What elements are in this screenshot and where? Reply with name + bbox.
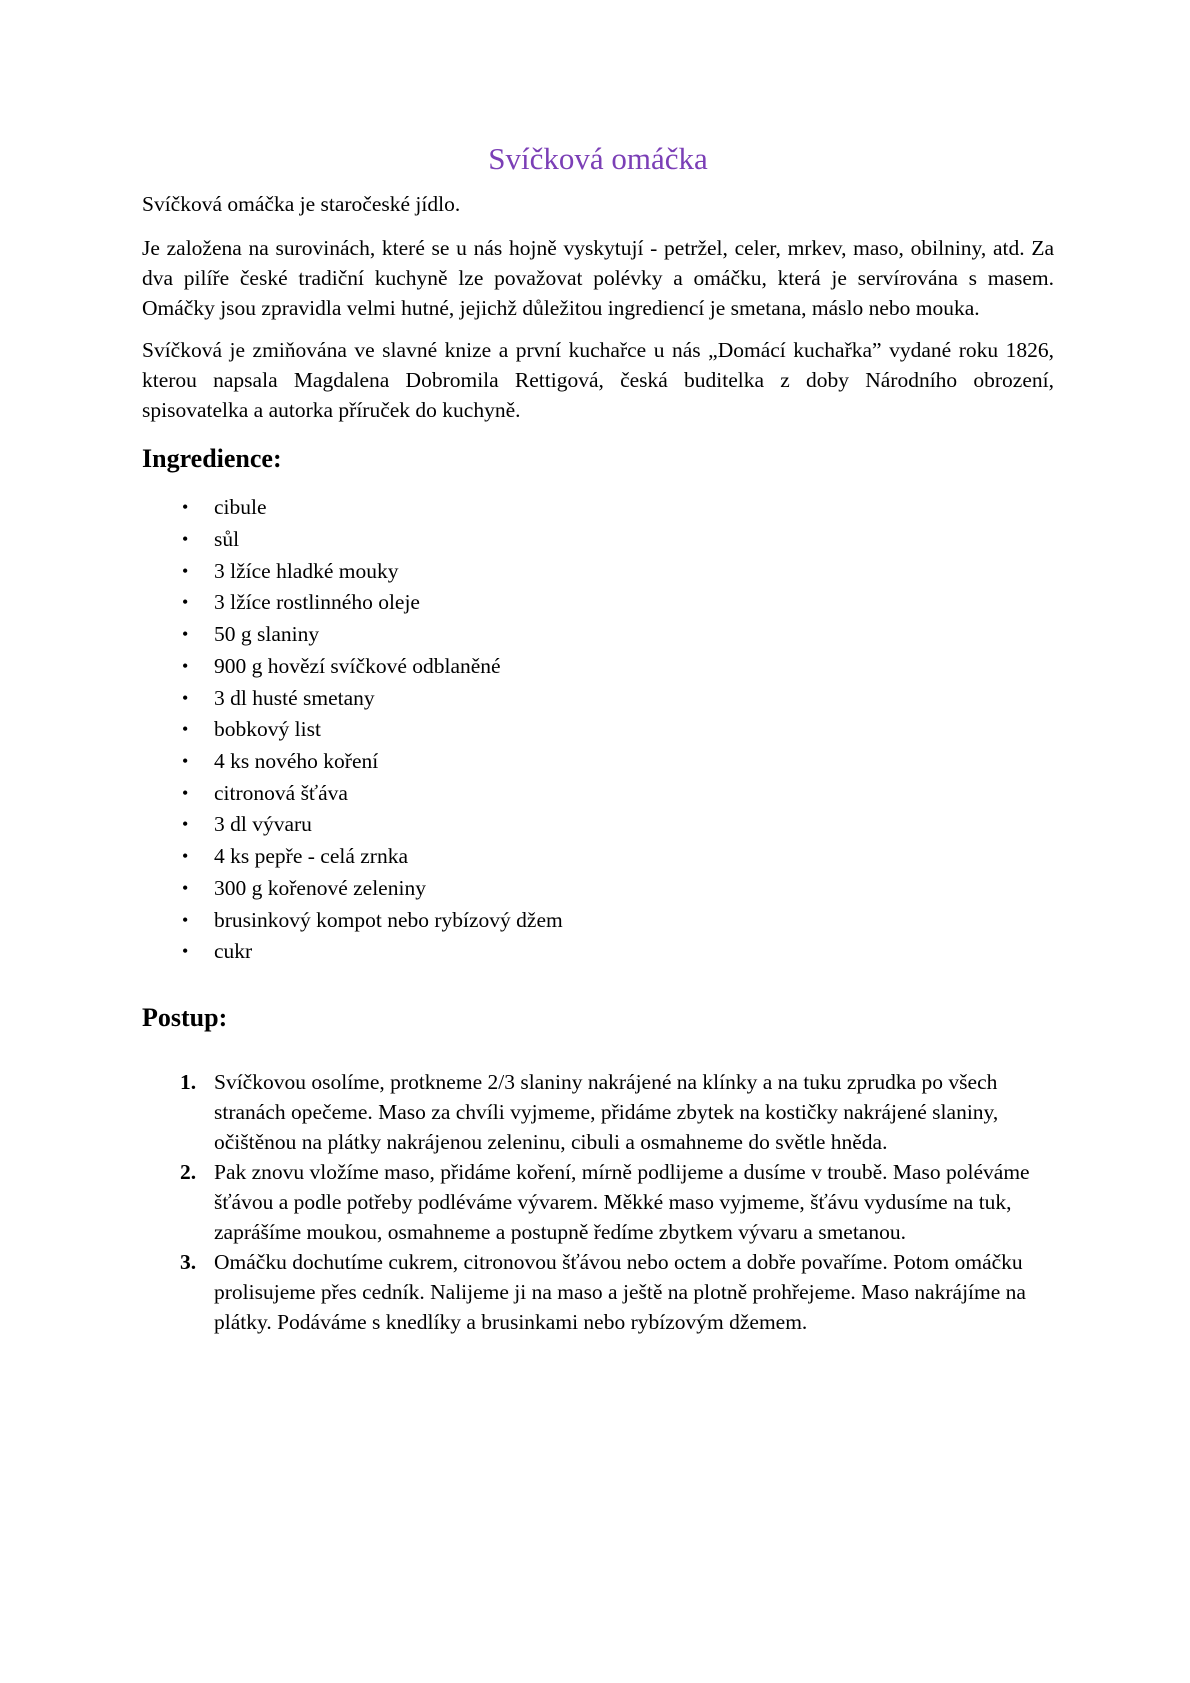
step-text: Omáčku dochutíme cukrem, citronovou šťávou nebo octem a dobře povaříme. Potom omáčku prolisujeme přes cedník. Nalijeme ji na maso a ještě na plotně prohřejeme. Maso nakrájíme na plátky. Podáváme s knedlíky a brusinkami nebo rybízovým džemem. [214,1250,1026,1335]
bullet-icon: • [182,909,189,930]
ingredient-label: 50 g slaniny [214,622,320,647]
ingredient-label: bobkový list [214,717,321,742]
bullet-icon: • [182,846,189,867]
step-text: Svíčkovou osolíme, protkneme 2/3 slaniny nakrájené na klínky a na tuku zprudka po všech stranách opečeme. Maso za chvíli vyjmeme, přidáme zbytek na kostičky nakrájené slaniny, očištěnou na plátky nakrájenou zeleninu, cibuli a osmahneme do světle hněda. [214,1070,999,1155]
step-number: 2. [180,1160,197,1185]
ingredient-label: 3 dl vývaru [214,812,312,837]
list-item [182,714,1054,746]
bullet-icon: • [182,624,189,645]
bullet-icon: • [182,782,189,803]
ingredient-label: 900 g hovězí svíčkové odblaněné [214,653,501,678]
list-item [182,587,1054,619]
ingredient-label: 3 dl husté smetany [214,685,375,710]
ingredient-label: 300 g kořenové zeleniny [214,875,426,900]
list-item [182,809,1054,841]
bullet-icon: • [182,592,189,613]
bullet-icon: • [182,497,189,518]
step-number: 3. [180,1250,197,1275]
bullet-icon: • [182,751,189,771]
list-item [182,524,1054,556]
ingredient-label: 4 ks nového koření [214,749,379,773]
bullet-icon: • [182,941,189,962]
intro-paragraph: Svíčková omáčka je staročeské jídlo. [142,192,461,217]
bullet-icon: • [182,719,189,740]
step-text: Pak znovu vložíme maso, přidáme koření, mírně podlijeme a dusíme v troubě. Maso poléváme šťávou a podle potřeby podléváme vývarem. Měkké maso vyjmeme, šťávu vydusíme na tuk, zaprášíme moukou, osmahneme a postupně ředíme zbytkem vývaru a smetanou. [214,1160,1030,1245]
list-item [182,936,1054,968]
list-item [182,556,1054,588]
ingredients-heading: Ingredience: [142,444,282,474]
bullet-icon: • [182,655,189,676]
ingredient-label: sůl [214,527,240,552]
ingredients-list [142,492,1054,968]
description-paragraph: Je založena na surovinách, které se u nás hojně vyskytují - petržel, celer, mrkev, maso, obilniny, atd. Za dva pilíře české tradiční kuchyně lze považovat polévky a omáčku, která je servírována s masem. Omáčky jsou zpravidla velmi hutné, jejichž důležitou ingrediencí je smetana, máslo nebo mouka. [142,236,1054,321]
bullet-icon: • [182,560,189,581]
list-item [182,683,1054,715]
ingredient-label: cukr [214,939,253,964]
ingredient-label: 3 lžíce hladké mouky [214,558,399,583]
bullet-icon: • [182,687,189,708]
list-item [182,651,1054,683]
ingredient-label: cibule [214,495,267,520]
list-item [182,746,1054,778]
list-item [182,873,1054,905]
page-title: Svíčková omáčka [488,141,708,176]
step-item [180,1247,1054,1337]
procedure-heading: Postup: [142,1002,228,1032]
ingredient-label: brusinkový kompot nebo rybízový džem [214,907,563,932]
list-item [182,778,1054,810]
step-item [180,1157,1054,1247]
procedure-steps [142,1067,1054,1337]
step-item [180,1067,1054,1157]
list-item [182,619,1054,651]
list-item [182,841,1054,873]
history-paragraph: Svíčková je zmiňována ve slavné knize a první kuchařce u nás „Domácí kuchařka” vydané roku 1826, kterou napsala Magdalena Dobromila Rettigová, česká buditelka z doby Národního obrození, spisovatelka a autorka příruček do kuchyně. [142,338,1054,423]
step-number: 1. [180,1070,197,1095]
list-item [182,492,1054,524]
bullet-icon: • [182,529,189,550]
ingredient-label: 3 lžíce rostlinného oleje [214,590,420,615]
ingredient-label: 4 ks pepře - celá zrnka [214,844,408,869]
bullet-icon: • [182,877,189,898]
document-page [142,140,1054,1337]
bullet-icon: • [182,814,189,835]
list-item [182,905,1054,937]
ingredient-label: citronová šťáva [214,780,348,805]
